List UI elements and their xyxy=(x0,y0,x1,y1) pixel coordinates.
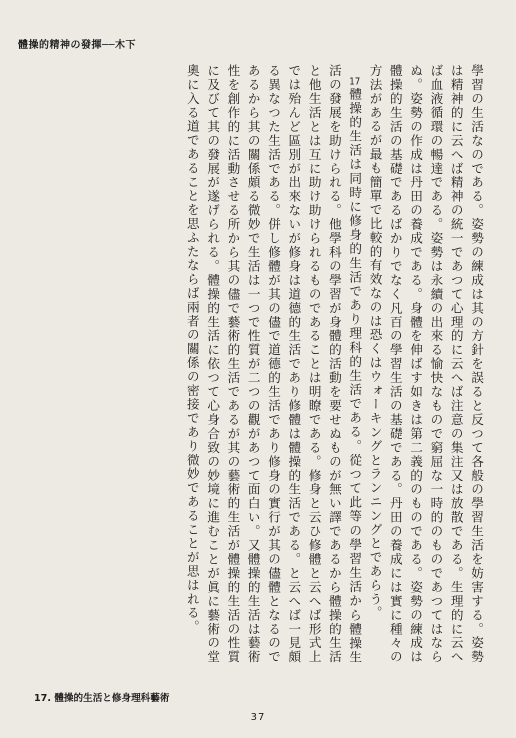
running-head: 體操的精神の發揮──木下 xyxy=(18,40,137,51)
paragraph-2-text: 體操的生活は同時に修身的生活であり理科的生活である。從つて此等の學習生活から體操生活の發展を助けられる。他學科の學習が身體的活動を要せぬものが無い譯であるから體操的生活と他生活とは互に助け助けられるものであることは明瞭である。修身と云ひ修體と云へば形式上では殆んど區別が出來ないが修身は道德的生活であり修體は體操的生活である。と云へば一見頗る異なつた生活である。併し修體が其の儘で道德的生活であり修身の實行が其の儘體となるのであるから其の關係頗る微妙で生活は一つで性質が二つの觀があつて面白い。又體操的生活は藝術性を創作的に活動させる所から其の儘で藝術的生活であるが其の藝術的生活が體操的生活の性質に及びて其の發展が遂げられる。體操的生活に依つて心身合致の妙境に進むことが眞に藝術の堂奧に入る道であることを思ふたならば兩者の關係の密接であり微妙であることが思はれる。 xyxy=(184,64,363,664)
page-number: 37 xyxy=(250,712,266,723)
paragraph-1: 學習の生活なのである。姿勢の練成は其の方針を誤ると反つて各般の學習生活を妨害する。姿勢は精神的に云へば精神の統一であつて心理的に云へば注意の集注又は放散である。生理的に云へば血液循環の暢達である。姿勢は永續の出來る愉快なもので窮屈な一時的のものであつてはならぬ。姿勢の作成は丹田の養成である。身體を伸ばす如きは第二義的のものである。姿勢の練成は體操的生活の基礎であるばかりでなく凡百の學習生活の基礎である。丹田の養成には實に種々の方法があるが最も簡單で比較的有效なのは恐くはウォーキングとランニングとであらう。 xyxy=(367,64,484,664)
paragraph-2 xyxy=(182,64,365,664)
section-title: 17. 體操的生活と修身理科藝術 xyxy=(34,693,170,704)
body-text xyxy=(46,64,486,664)
section-marker: 17 xyxy=(349,76,361,87)
